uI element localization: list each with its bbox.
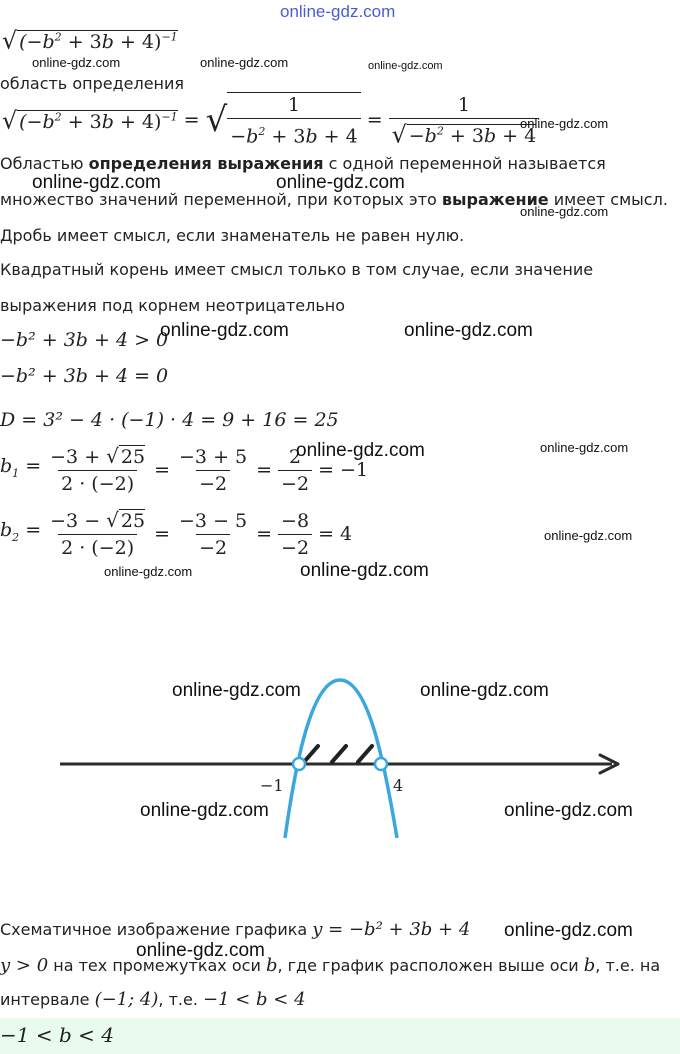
watermark: online-gdz.com	[300, 560, 429, 581]
left-root-label: −1	[260, 776, 284, 795]
watermark: online-gdz.com	[276, 172, 405, 193]
watermark: online-gdz.com	[160, 320, 289, 341]
watermark: online-gdz.com	[296, 440, 425, 461]
explanation-line-1: y > 0 на тех промежутках оси b, где график расположен выше оси b, т.е. на	[0, 955, 661, 976]
watermark: online-gdz.com	[504, 920, 633, 941]
inequality-math: −b² + 3b + 4 > 0	[0, 329, 169, 351]
watermark: online-gdz.com	[544, 528, 633, 543]
watermark: online-gdz.com	[540, 440, 629, 455]
explanation-line-2: интервале (−1; 4), т.е. −1 < b < 4	[0, 989, 306, 1010]
domain-label: область определения	[0, 74, 185, 93]
watermark: online-gdz.com	[104, 564, 193, 579]
root-point-left	[293, 758, 305, 770]
definition-line-1: Областью определения выражения с одной переменной называется	[0, 154, 606, 173]
watermark: online-gdz.com	[520, 204, 609, 219]
graph-caption: Схематичное изображение графика y = −b² + 3b + 4	[0, 919, 471, 940]
discriminant-math: D = 3² − 4 · (−1) · 4 = 9 + 16 = 25	[0, 409, 339, 431]
hatch-marks	[304, 746, 372, 762]
formula-transform: √ $(-b^2 + 3b + 4)^{-1}$ = √ $\frac{1}{-b^2 + 3b + 4}$ = $\frac{1}{√ -b^2 + 3b + 4}$	[2, 92, 539, 148]
fraction-rule: Дробь имеет смысл, если знаменатель не равен нулю.	[0, 226, 465, 245]
formula-original: √ $(-b^2 + 3b + 4)^{-1}$	[2, 26, 178, 55]
equation-math: −b² + 3b + 4 = 0	[0, 365, 169, 387]
root-point-right	[375, 758, 387, 770]
header-watermark: online-gdz.com	[280, 2, 396, 21]
watermark: online-gdz.com	[200, 55, 289, 70]
sqrt-rule-line-1: Квадратный корень имеет смысл только в том случае, если значение	[0, 260, 594, 279]
definition-line-2: множество значений переменной, при которых это выражение имеет смысл.	[0, 190, 668, 209]
watermark: online-gdz.com	[404, 320, 533, 341]
watermark: online-gdz.com	[520, 116, 609, 131]
root-b2: $b_2$ = $\frac{-3 - √ 25}{2 \cdot (-2)}$ = $\frac{-3 - 5}{-2}$ = $\frac{-8}{-2}$ = 4	[0, 508, 353, 559]
root-b1: $b_1$ = $\frac{-3 + √ 25}{2 \cdot (-2)}$ = $\frac{-3 + 5}{-2}$ = $\frac{2}{-2}$ = −1	[0, 444, 369, 495]
watermark: online-gdz.com	[172, 680, 301, 701]
watermark: online-gdz.com	[504, 800, 633, 821]
watermark: online-gdz.com	[368, 60, 443, 72]
watermark: online-gdz.com	[136, 940, 265, 961]
sqrt-rule-line-2: выражения под корнем неотрицательно	[0, 296, 346, 315]
watermark: online-gdz.com	[420, 680, 549, 701]
parabola-graph	[0, 660, 680, 880]
right-root-label: 4	[393, 776, 404, 795]
watermark: online-gdz.com	[32, 172, 161, 193]
watermark: online-gdz.com	[32, 55, 121, 70]
final-answer: −1 < b < 4	[0, 1023, 114, 1047]
watermark: online-gdz.com	[140, 800, 269, 821]
